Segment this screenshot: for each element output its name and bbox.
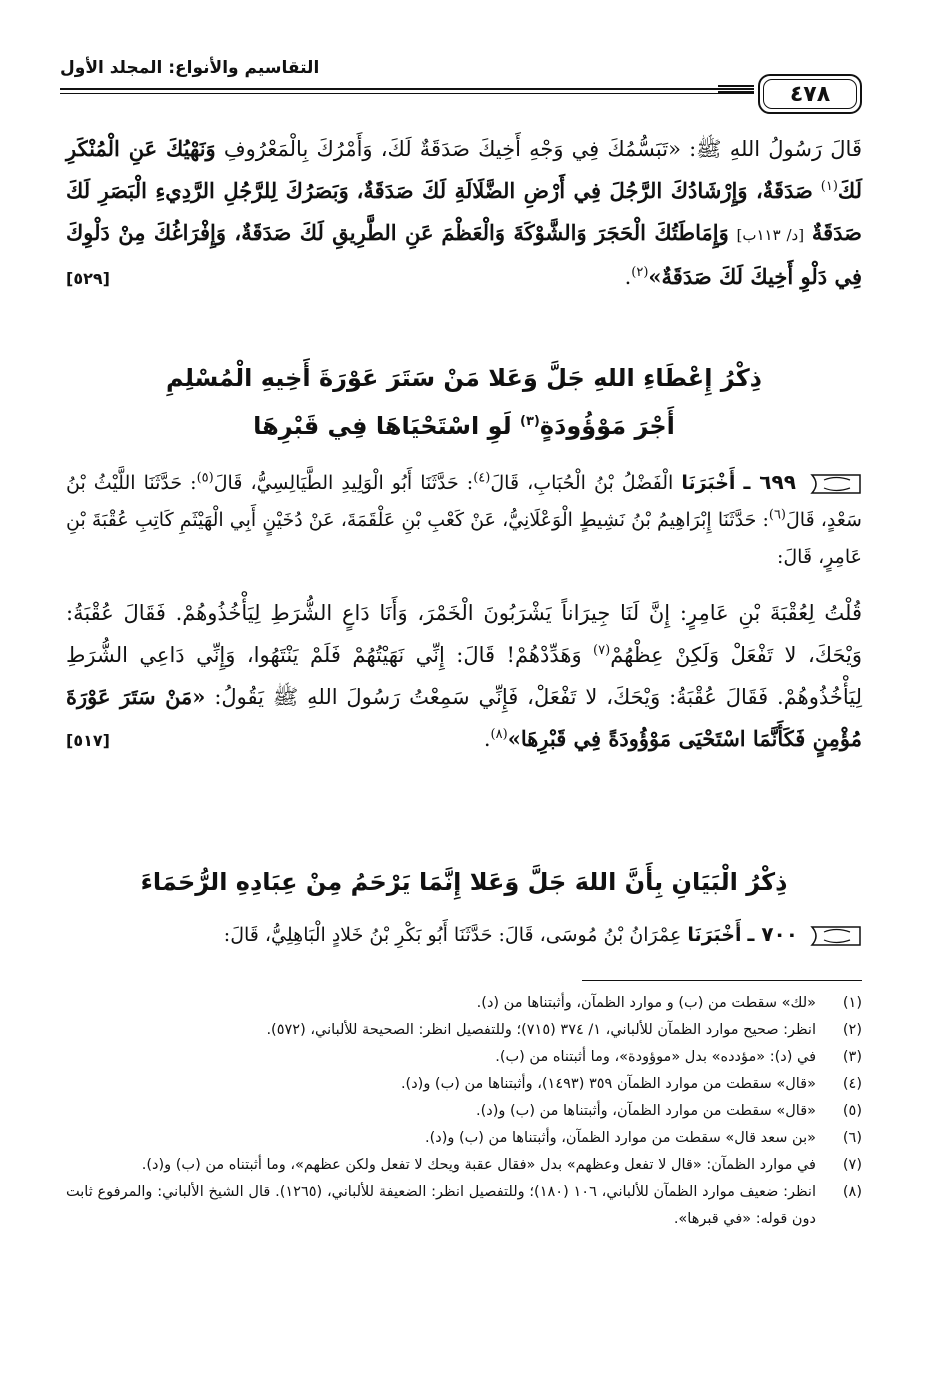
footnote-text: «قال» سقطت من موارد الظمآن، وأثبتناها من (ب) و(د).: [476, 1103, 816, 1119]
footnote-ref: (١): [820, 179, 838, 194]
footnote-number: (٥): [842, 1103, 862, 1119]
footnote-ref: (٤): [473, 470, 491, 486]
header-rule: [60, 88, 754, 90]
footnote-text: في موارد الظمآن: «قال لا تفعل وعظهم» بدل «فقال عقبة ويحك لا تفعل ولكن عظهم»، وما أثبتناه من (ب) و(د).: [141, 1157, 816, 1173]
hadith-number: ٧٠٠ ـ: [747, 922, 798, 946]
footnote-number: (٤): [842, 1076, 862, 1092]
matn-text: قُلْتُ لِعُقْبَةَ بْنِ عَامِرٍ: إِنَّ لَنَا جِيرَاناً يَشْرَبُونَ الْخَمْرَ، وَأَنَا دَاعٍ الشُّرَطِ لِيَأْخُذُوهُمْ. فَقَالَ عُقْبَةُ: وَيْحَكَ، لا تَفْعَلْ وَلَكِنْ عِظْهُمْ: [66, 601, 862, 667]
footnote-number: (٦): [842, 1130, 862, 1146]
footnote: [66, 1044, 862, 1071]
footnote-ref: (٥): [196, 470, 214, 486]
heading-text: أَجْرَ مَوْؤُودَةٍ: [539, 412, 675, 440]
cross-reference-number: [٥١٧]: [66, 731, 110, 750]
footnote-ref: (٦): [768, 507, 786, 523]
chapter-heading: [66, 354, 862, 450]
akhbarana-label: أَخْبَرَنَا: [687, 924, 742, 946]
chapter-heading: ذِكْرُ الْبَيَانِ بِأَنَّ اللهَ جَلَّ وَعَلا إِنَّمَا يَرْحَمُ مِنْ عِبَادِهِ الرُّحَمَاءَ: [140, 868, 788, 896]
text-line: قَالَ رَسُولُ اللهِ ﷺ: «تَبَسُّمُكَ فِي وَجْهِ أَخِيكَ صَدَقَةٌ لَكَ، وَأَمْرُكَ بِالْمَعْرُوفِ: [223, 137, 862, 161]
text-line: وَبَصَرُكَ لِلرَّجُلِ الرَّدِيءِ الْبَصَرِ لَكَ صَدَقَةٌ: [66, 178, 862, 245]
footnote: [66, 1017, 862, 1044]
hadith-marker-icon: [810, 923, 862, 949]
isnad-text: عِمْرَانُ بْنُ مُوسَى، قَالَ: حَدَّثَنَا أَبُو بَكْرِ بْنُ خَلادٍ الْبَاهِلِيُّ، قَالَ:: [223, 924, 682, 946]
footnote-text: «لك» سقطت من (ب) و موارد الظمآن، وأثبتناها من (د).: [476, 995, 816, 1011]
footnote-ref: (٣): [520, 414, 540, 429]
hadith-700-isnad: [66, 916, 862, 954]
footnote-number: (١): [842, 995, 862, 1011]
prophetic-saying: «مَنْ سَتَرَ عَوْرَةَ مُؤْمِنٍ فَكَأَنَّمَا اسْتَحْيَى مَوْؤُودَةً فِي قَبْرِهَا»: [66, 684, 862, 751]
footnote-number: (٧): [842, 1157, 862, 1173]
isnad-text: الْفَضْلُ بْنُ الْحُبَابِ، قَالَ: [490, 472, 674, 494]
text-line: وَإِمَاطَتُكَ الْحَجَرَ وَالشَّوْكَةَ وَالْعَظْمَ: [441, 220, 729, 245]
footnote: [66, 1098, 862, 1125]
matn-text: وَهَدِّدْهُمْ! قَالَ: إِنِّي نَهَيْتُهُمْ فَلَمْ يَنْتَهُوا، وَإِنِّي دَاعِي الشُّرَطِ لِيَأْخُذُوهُمْ. فَقَالَ عُقْبَةُ: وَيْحَكَ، لا تَفْعَلْ، فَإِنِّي سَمِعْتُ رَسُولَ اللهِ ﷺ يَقُولُ:: [66, 643, 862, 709]
hadith-marker-icon: [810, 471, 862, 497]
matn-text: .: [483, 727, 491, 751]
footnote-ref: (٢): [631, 265, 649, 280]
isnad-text: : حَدَّثَنَا اللَّيْثُ بْنُ سَعْدٍ، قَالَ: [66, 472, 862, 531]
page-number-box: [758, 74, 862, 114]
manuscript-ref: [د/ ١١٣ب]: [736, 226, 805, 244]
footnote-text: «قال» سقطت من موارد الظمآن ٣٥٩ (١٤٩٣)، وأثبتناها من (ب) و(د).: [400, 1076, 816, 1092]
footnote-text: انظر: صحيح موارد الظمآن للألباني، ١/ ٣٧٤ (٧١٥)؛ وللتفصيل انظر: الصحيحة للألباني، (٥٧٢).: [266, 1022, 816, 1038]
heading-line: ذِكْرُ إِعْطَاءِ اللهِ جَلَّ وَعَلا مَنْ سَتَرَ عَوْرَةَ أَخِيهِ الْمُسْلِمِ: [166, 364, 762, 392]
hadith-continuation: [66, 128, 862, 299]
cross-reference-number: [٥٢٩]: [66, 269, 110, 288]
footnote-text: «بن سعد قال» سقطت من موارد الظمآن، وأثبتناها من (ب) و(د).: [424, 1130, 816, 1146]
footnote: [66, 1152, 862, 1179]
isnad-text: : حَدَّثَنَا أَبُو الْوَلِيدِ الطَّيَالِسِيُّ، قَالَ: [213, 472, 474, 494]
akhbarana-label: أَخْبَرَنَا: [681, 472, 736, 494]
text-line: عَنِ الطَّرِيقِ لَكَ صَدَقَةٌ، وَإِفْرَاغُكَ مِنْ دَلْوِكَ فِي دَلْوِ أَخِيكَ لَكَ صَدَقَةٌ»: [66, 220, 862, 289]
footnote: [66, 1125, 862, 1152]
footnote-separator: [582, 980, 862, 981]
footnote-number: (٨): [842, 1184, 862, 1200]
hadith-699-isnad: [66, 464, 862, 576]
hadith-number: ٦٩٩ ـ: [743, 470, 796, 494]
text-line: صَدَقَةٌ، وَإِرْشَادُكَ الرَّجُلَ فِي أَرْضِ الضَّلَالَةِ لَكَ صَدَقَةٌ،: [356, 178, 813, 203]
text-line: .: [624, 265, 632, 289]
footnote: [66, 990, 862, 1017]
footnote-ref: (٧): [593, 643, 611, 658]
page-header: [60, 58, 862, 118]
hadith-699-matn: [66, 592, 862, 762]
footnotes: [66, 990, 862, 1233]
footnote-ref: (٨): [490, 727, 508, 742]
header-ornament: [718, 79, 754, 99]
footnote: [66, 1071, 862, 1098]
footnote-number: (٣): [842, 1049, 862, 1065]
footnote-text: انظر: ضعيف موارد الظمآن للألباني، ١٠٦ (١٨٠)؛ وللتفصيل انظر: الضعيفة للألباني، (١٢٦٥). قال الشيخ الألباني: والمرفوع ثابت دون قوله: «في قبرها».: [66, 1184, 816, 1227]
header-rule-thin: [60, 93, 754, 94]
page-number: ٤٧٨: [789, 81, 831, 107]
running-title: التقاسيم والأنواع: المجلد الأول: [60, 58, 327, 78]
heading-line: [66, 402, 862, 450]
footnote: [66, 1179, 862, 1233]
isnad-text: : حَدَّثَنَا إِبْرَاهِيمُ بْنُ نَشِيطٍ الْوَعْلَانِيُّ، عَنْ كَعْبِ بْنِ عَلْقَمَةَ، عَنْ دُخَيْنٍ أَبِي الْهَيْثَمِ كَاتِبِ عُقْبَةَ بْنِ عَامِرٍ، قَالَ:: [66, 509, 862, 568]
heading-text: لَوِ اسْتَحْيَاهَا فِي قَبْرِهَا: [253, 412, 512, 440]
footnote-text: في (د): «مؤدده» بدل «موؤودة»، وما أثبتناه من (ب).: [495, 1049, 816, 1065]
text-line: وَنَهْيُكَ عَنِ الْمُنْكَرِ لَكَ: [66, 136, 862, 203]
footnote-number: (٢): [842, 1022, 862, 1038]
